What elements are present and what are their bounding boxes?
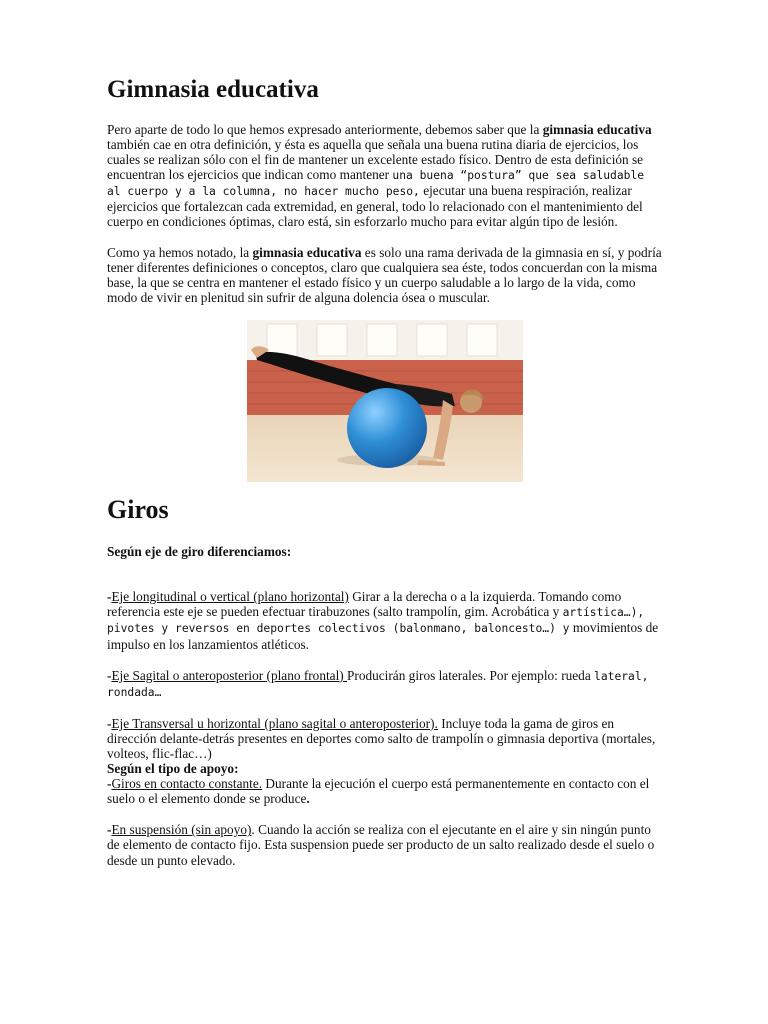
text: ejecutar una buena respiración, realizar ejercicios que fortalezcan cada extremidad, en general, todo lo relacionado con el mantenimiento del cuerpo en condiciones óptimas, claro está, sin esforzarlo mucho para evitar algún tipo de lesión.	[107, 182, 643, 230]
subheading-eje-de-giro	[107, 544, 663, 559]
bold-heading: Según eje de giro diferenciamos:	[107, 544, 292, 560]
subheading-tipo-de-apoyo	[107, 761, 663, 776]
text: es solo una rama derivada de la gimnasia en sí, y podría tener diferentes definiciones o conceptos, claro que cualquiera sea éste, todos concuerdan con la misma base, la que se centra en mantener el estado físico y un cuerpo saludable a lo largo de la vida, como modo de vivir en plenitud sin sufrir de alguna dolencia ósea o muscular.	[107, 245, 662, 306]
underlined-term: Eje Transversal u horizontal (plano sagital o anteroposterior).	[111, 715, 438, 731]
text: Durante la ejecución el cuerpo está permanentemente en contacto con el suelo o el elemento donde se produce	[107, 776, 650, 807]
exercise-photo	[247, 320, 523, 482]
dash: -	[107, 667, 112, 683]
text: . Cuando la acción se realiza con el ejecutante en el aire y sin ningún punto de elemento de contacto fijo. Esta suspension puede ser producto de un salto realizado desde el suelo o desde un punto elevado.	[107, 822, 655, 868]
fitness-ball-illustration	[247, 320, 523, 482]
item-eje-transversal	[107, 716, 663, 761]
section-title-giros: Giros	[107, 494, 169, 524]
text: Girar a la derecha o a la izquierda. Tomando como referencia este eje se pueden efectuar tirabuzones (salto trampolín, gim. Acrobática y	[107, 589, 622, 620]
text: también cae en otra definición, y ésta es aquella que señala una buena rutina diaria de ejercicios, los cuales se realizan sólo con el fin de mantener un excelente estado físico. Dentro de esta definición se encuentran los ejercicios que indican como mantener	[107, 136, 644, 182]
paragraph-rama	[107, 245, 663, 305]
underlined-term: Eje longitudinal o vertical (plano horizontal)	[111, 589, 349, 605]
section-title-gimnasia-educativa: Gimnasia educativa	[107, 76, 319, 103]
mono-text: artística…), pivotes y reversos en deportes colectivos (balonmano, baloncesto…) y	[107, 606, 645, 636]
item-contacto-constante	[107, 776, 663, 806]
underlined-term: Eje Sagital o anteroposterior (plano frontal)	[111, 667, 348, 683]
bold-period: .	[306, 791, 310, 807]
bold-term: gimnasia educativa	[542, 121, 652, 137]
item-eje-sagital	[107, 668, 663, 700]
mono-text: lateral, rondada…	[107, 669, 649, 699]
underlined-term: Giros en contacto constante.	[111, 776, 263, 792]
text: movimientos de impulso en los lanzamientos atléticos.	[107, 620, 659, 652]
bold-heading: Según el tipo de apoyo:	[107, 761, 239, 777]
text: Producirán giros laterales. Por ejemplo: rueda	[347, 667, 595, 683]
bold-term: gimnasia educativa	[252, 245, 362, 261]
text: Pero aparte de todo lo que hemos expresado anteriormente, debemos saber que la	[107, 121, 543, 137]
item-en-suspension	[107, 822, 663, 867]
item-eje-longitudinal	[107, 589, 663, 651]
text: Incluye toda la gama de giros en dirección delante-detrás presentes en deportes como salto de trampolín o gimnasia deportiva (mortales, volteos, flic-flac…)	[107, 715, 656, 761]
mono-text: una buena “postura” que sea saludable al cuerpo y a la columna, no hacer mucho peso,	[107, 168, 645, 198]
fitness-ball	[347, 388, 427, 468]
dash: -	[107, 776, 112, 792]
dash: -	[107, 822, 112, 838]
dash: -	[107, 715, 112, 731]
text: Como ya hemos notado, la	[107, 245, 253, 261]
document-content	[107, 76, 663, 868]
underlined-term: En suspensión (sin apoyo)	[111, 822, 252, 838]
paragraph-definicion	[107, 122, 663, 230]
dash: -	[107, 589, 112, 605]
